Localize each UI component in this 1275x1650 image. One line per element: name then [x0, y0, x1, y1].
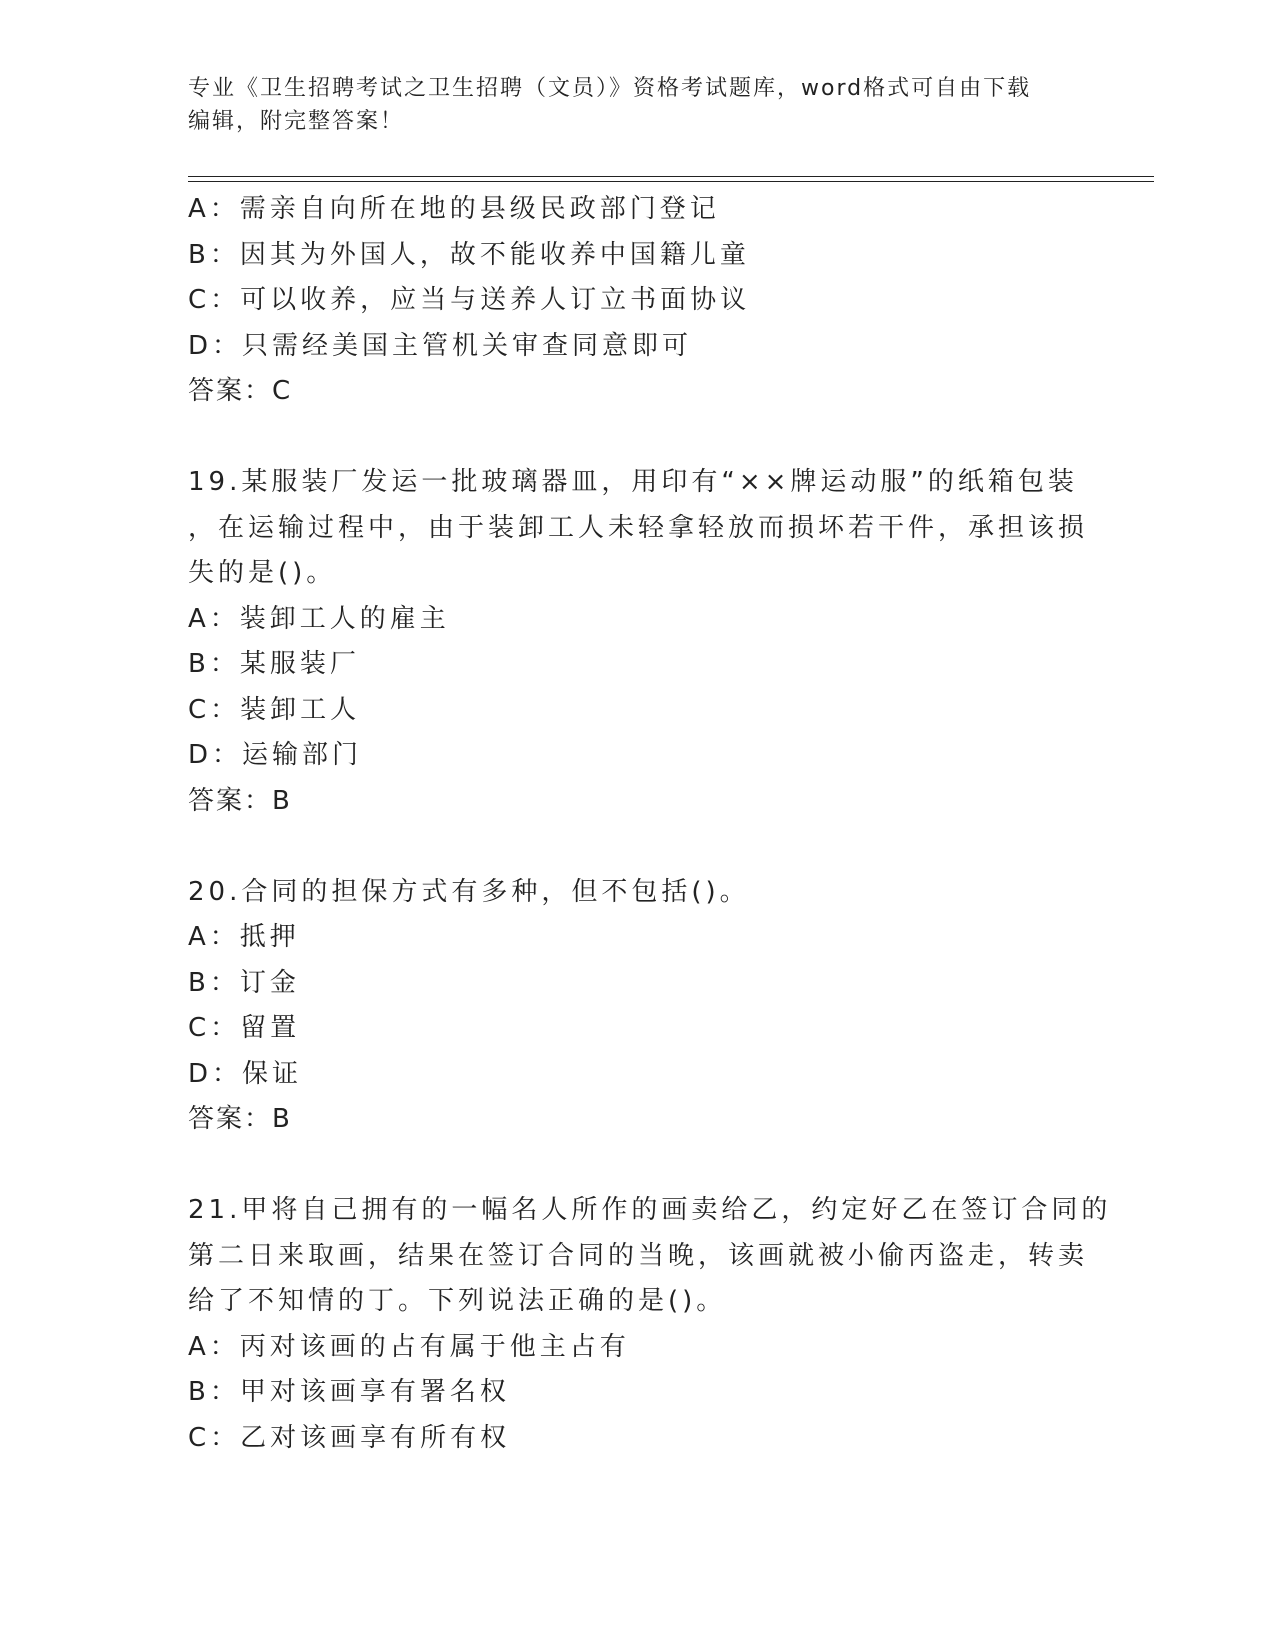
- spacer: [188, 1143, 1088, 1189]
- option-a: A：需亲自向所在地的县级民政部门登记: [188, 194, 720, 224]
- spacer: [188, 415, 1088, 461]
- option-a: A：装卸工人的雇主: [188, 603, 450, 634]
- answer: 答案：C: [188, 376, 293, 406]
- option-c: C：可以收养，应当与送养人订立书面协议: [188, 285, 751, 315]
- question-stem-line: 21.甲将自己拥有的一幅名人所作的画卖给乙，约定好乙在签订合同的: [188, 1195, 1112, 1225]
- spacer: [188, 824, 1088, 870]
- option-b: B：某服装厂: [188, 649, 360, 679]
- question-20: [188, 870, 1088, 1143]
- header-divider-top: [188, 176, 1154, 177]
- question-21: [188, 1188, 1112, 1461]
- question-stem-line: 第二日来取画，结果在签订合同的当晚，该画就被小偷丙盗走，转卖: [188, 1240, 1089, 1271]
- option-d: D：只需经美国主管机关审查同意即可: [188, 330, 693, 361]
- option-a: A：丙对该画的占有属于他主占有: [188, 1331, 630, 1362]
- question-stem-line: 失的是()。: [188, 558, 337, 588]
- option-b: B：订金: [188, 967, 300, 998]
- option-b: B：甲对该画享有署名权: [188, 1377, 510, 1407]
- option-c: C：装卸工人: [188, 694, 361, 725]
- header-divider-bottom: [188, 181, 1154, 182]
- question-stem-line: 19.某服装厂发运一批玻璃器皿，用印有“××牌运动服”的纸箱包装: [188, 467, 1078, 497]
- option-d: D：运输部门: [188, 740, 363, 770]
- header-line-1: 专业《卫生招聘考试之卫生招聘（文员）》资格考试题库，word格式可自由下载: [188, 76, 1032, 101]
- option-c: C：留置: [188, 1013, 301, 1043]
- question-18: [188, 187, 1088, 415]
- option-b: B：因其为外国人，故不能收养中国籍儿童: [188, 239, 750, 270]
- answer: 答案：B: [188, 785, 292, 816]
- header-line-2: 编辑，附完整答案！: [188, 109, 405, 134]
- option-a: A：抵押: [188, 922, 300, 952]
- question-stem-line: ，在运输过程中，由于装卸工人未轻拿轻放而损坏若干件，承担该损: [188, 512, 1089, 543]
- question-list: [188, 187, 1112, 1461]
- document-header: [188, 72, 1088, 138]
- answer: 答案：B: [188, 1104, 292, 1134]
- question-stem-line: 20.合同的担保方式有多种，但不包括()。: [188, 876, 750, 907]
- question-stem-line: 给了不知情的丁。下列说法正确的是()。: [188, 1286, 727, 1316]
- option-d: D：保证: [188, 1058, 303, 1089]
- option-c: C：乙对该画享有所有权: [188, 1422, 511, 1453]
- question-19: [188, 460, 1088, 824]
